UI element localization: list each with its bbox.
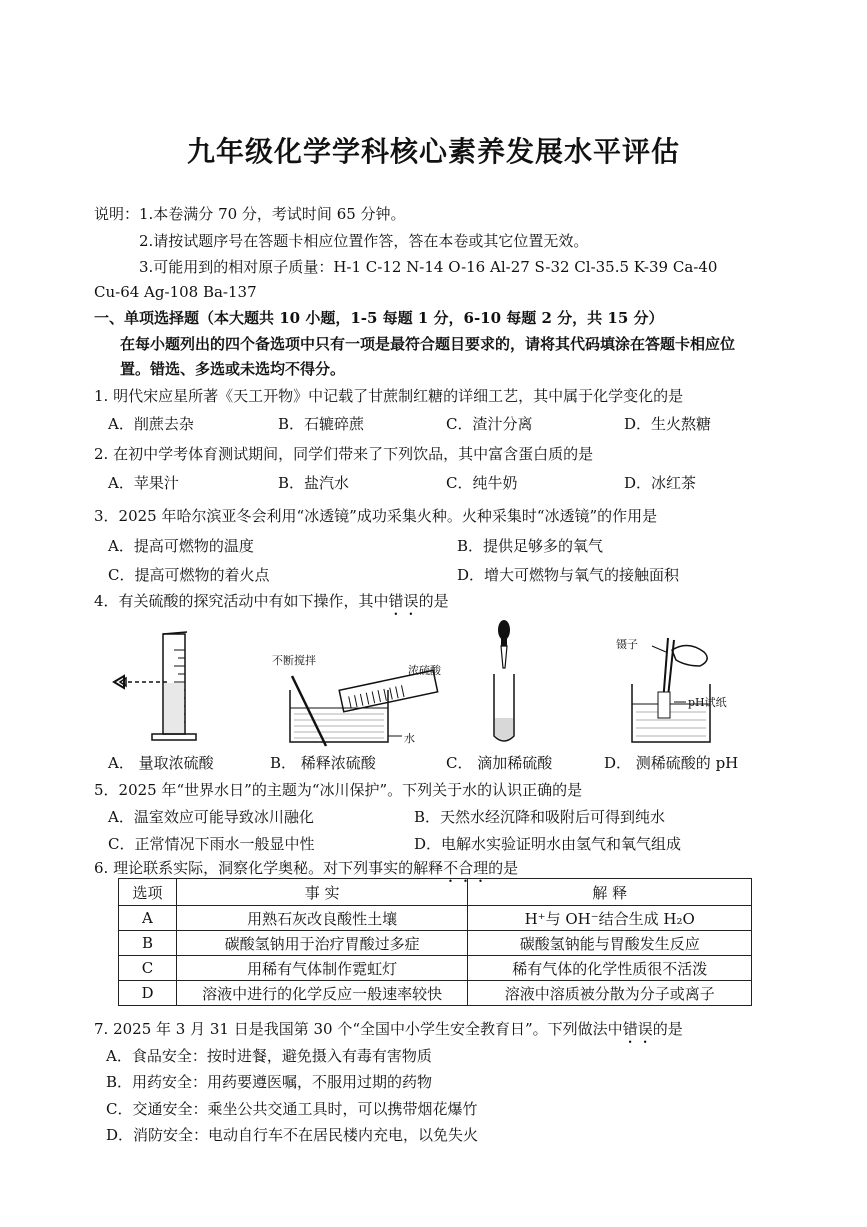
table-cell: 稀有气体的化学性质很不活泼	[468, 956, 752, 981]
figure-a-graduated-cylinder	[108, 630, 218, 748]
note-3: 3.可能用到的相对原子质量：H-1 C-12 N-14 O-16 Al-27 S-32 Cl-35.5 K-39 Ca-40	[139, 258, 718, 276]
q5-option-a: A．温室效应可能导致冰川融化	[108, 808, 314, 826]
q4-stem-pre: 4．有关硫酸的探究活动中有如下操作，其中	[94, 592, 389, 610]
q7-stem-post: 的是	[652, 1020, 683, 1038]
table-cell: H⁺与 OH⁻结合生成 H₂O	[468, 906, 752, 931]
notes-label: 说明：	[94, 205, 140, 223]
q6-table	[118, 878, 752, 1006]
q6-stem-emphasis: 不合理	[443, 859, 489, 877]
q2-option-d: D．冰红茶	[624, 474, 697, 492]
q7-stem-pre: 7. 2025 年 3 月 31 日是我国第 30 个“全国中小学生安全教育日”。下列做法中	[94, 1020, 623, 1038]
table-row	[119, 981, 752, 1006]
q5-option-d: D．电解水实验证明水由氢气和氧气组成	[414, 835, 682, 853]
table-cell: 碳酸氢钠能与胃酸发生反应	[468, 931, 752, 956]
table-cell: C	[119, 956, 177, 981]
table-row	[119, 931, 752, 956]
q2-option-b: B．盐汽水	[278, 474, 350, 492]
table-cell: 碳酸氢钠用于治疗胃酸过多症	[176, 931, 468, 956]
q7-option-d: D．消防安全：电动自行车不在居民楼内充电，以免失火	[106, 1126, 479, 1144]
q7-option-c: C．交通安全：乘坐公共交通工具时，可以携带烟花爆竹	[106, 1100, 478, 1118]
q4-stem	[94, 590, 449, 619]
label-water: 水	[404, 732, 415, 745]
q3-option-c: C．提高可燃物的着火点	[108, 566, 270, 584]
note-3-cont: Cu-64 Ag-108 Ba-137	[94, 283, 257, 301]
q3-option-d: D．增大可燃物与氧气的接触面积	[457, 566, 680, 584]
q6-stem-post: 的是	[488, 859, 519, 877]
q5-stem: 5．2025 年“世界水日”的主题为“冰川保护”。下列关于水的认识正确的是	[94, 781, 583, 799]
q4-option-d: D． 测稀硫酸的 pH	[604, 754, 739, 772]
label-ph-paper: pH试纸	[688, 696, 727, 709]
page-title: 九年级化学学科核心素养发展水平评估	[186, 135, 680, 168]
section-instruction-2: 置。错选、多选或未选均不得分。	[120, 360, 346, 378]
q1-stem: 1. 明代宋应星所著《天工开物》中记载了甘蔗制红糖的详细工艺，其中属于化学变化的是	[94, 387, 684, 405]
q2-stem: 2. 在初中学考体育测试期间，同学们带来了下列饮品，其中富含蛋白质的是	[94, 445, 594, 463]
q4-stem-post: 的是	[418, 592, 449, 610]
table-header: 解 释	[468, 879, 752, 906]
q2-option-c: C．纯牛奶	[446, 474, 518, 492]
table-cell: D	[119, 981, 177, 1006]
section-instruction-1: 在每小题列出的四个备选项中只有一项是最符合题目要求的，请将其代码填涂在答题卡相应位	[120, 335, 736, 353]
q7-option-a: A．食品安全：按时进餐，避免摄入有毒有害物质	[106, 1047, 432, 1065]
note-1: 1.本卷满分 70 分，考试时间 65 分钟。	[139, 205, 406, 223]
table-header: 事 实	[176, 879, 468, 906]
figure-c-dropper	[482, 618, 526, 748]
q1-option-b: B．石辘碎蔗	[278, 415, 365, 433]
q6-stem-pre: 6. 理论联系实际，洞察化学奥秘。对下列事实的解释	[94, 859, 444, 877]
note-2: 2.请按试题序号在答题卡相应位置作答，答在本卷或其它位置无效。	[139, 232, 589, 250]
table-cell: A	[119, 906, 177, 931]
q7-option-b: B．用药安全：用药要遵医嘱，不服用过期的药物	[106, 1073, 433, 1091]
q5-option-b: B．天然水经沉降和吸附后可得到纯水	[414, 808, 666, 826]
table-cell: 用熟石灰改良酸性土壤	[176, 906, 468, 931]
table-header-row	[119, 879, 752, 906]
label-stir: 不断搅拌	[272, 654, 316, 667]
table-row	[119, 906, 752, 931]
q1-option-c: C．渣汁分离	[446, 415, 533, 433]
q7-stem	[94, 1018, 683, 1047]
q3-stem: 3．2025 年哈尔滨亚冬会利用“冰透镜”成功采集火种。火种采集时“冰透镜”的作用是	[94, 507, 658, 525]
q5-option-c: C．正常情况下雨水一般显中性	[108, 835, 315, 853]
q1-option-d: D．生火熬糖	[624, 415, 712, 433]
table-cell: 溶液中溶质被分散为分子或离子	[468, 981, 752, 1006]
q3-option-b: B．提供足够多的氧气	[457, 537, 604, 555]
table-cell: 用稀有气体制作霓虹灯	[176, 956, 468, 981]
q4-option-b: B． 稀释浓硫酸	[270, 754, 376, 772]
q2-option-a: A．苹果汁	[108, 474, 179, 492]
q4-stem-emphasis: 错误	[388, 592, 419, 610]
section-heading: 一、单项选择题（本大题共 10 小题，1-5 每题 1 分，6-10 每题 2 分，共 15 分）	[94, 309, 664, 327]
label-tweezers: 镊子	[616, 638, 638, 651]
q3-option-a: A．提高可燃物的温度	[108, 537, 254, 555]
table-cell: 溶液中进行的化学反应一般速率较快	[176, 981, 468, 1006]
table-row	[119, 956, 752, 981]
table-cell: B	[119, 931, 177, 956]
q7-stem-emphasis: 错误	[622, 1020, 653, 1038]
label-conc-acid: 浓硫酸	[408, 664, 441, 677]
q1-option-a: A．削蔗去杂	[108, 415, 194, 433]
q4-option-c: C． 滴加稀硫酸	[446, 754, 553, 772]
table-header: 选项	[119, 879, 177, 906]
q4-option-a: A． 量取浓硫酸	[108, 754, 214, 772]
